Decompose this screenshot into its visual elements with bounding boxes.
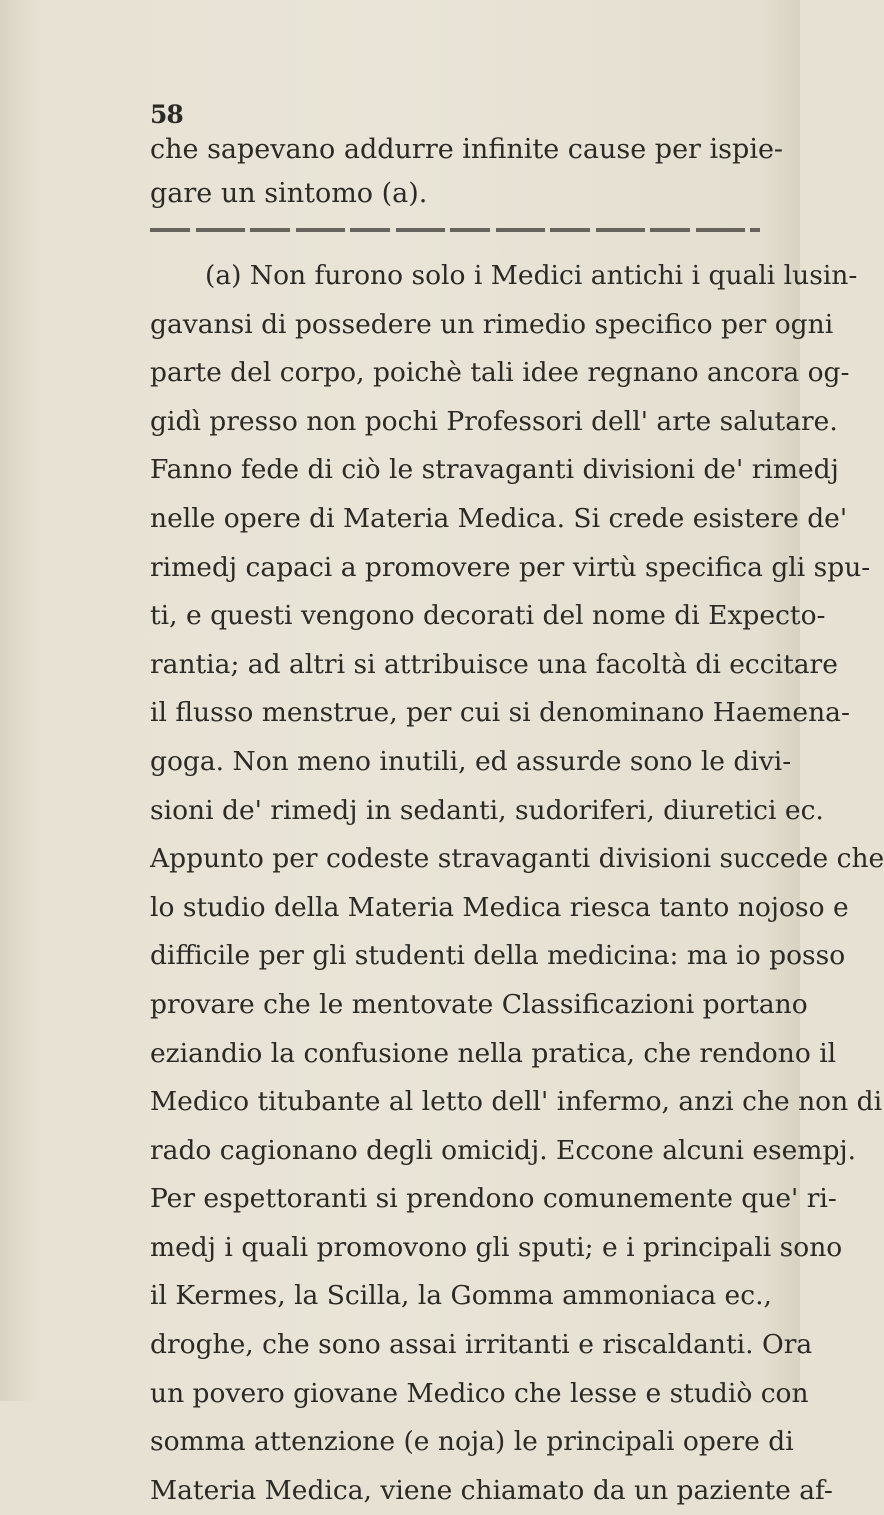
footnote-line: Appunto per codeste stravaganti divisioni succede che <box>150 843 884 875</box>
footnote-line: il flusso menstrue, per cui si denominano Haemena- <box>150 697 850 729</box>
page-number: 58 <box>150 100 183 129</box>
main-text-line: che sapevano addurre infinite cause per ispie- <box>150 134 784 165</box>
footnote-line: sioni de' rimedj in sedanti, sudoriferi, diuretici ec. <box>150 794 824 826</box>
footnote-line: gavansi di possedere un rimedio specifico per ogni <box>150 308 834 340</box>
footnote-line: eziandio la confusione nella pratica, che rendono il <box>150 1037 837 1069</box>
footnote-separator-rule <box>150 228 760 232</box>
footnote-line: somma attenzione (e noja) le principali opere di <box>150 1426 794 1458</box>
footnote-line: rimedj capaci a promovere per virtù specifica gli spu- <box>150 551 871 583</box>
main-text-block <box>150 128 784 216</box>
footnote-line: (a) Non furono solo i Medici antichi i quali lusin- <box>205 260 858 291</box>
footnote-line: ti, e questi vengono decorati del nome di Expecto- <box>150 600 826 632</box>
footnote-line: Materia Medica, viene chiamato da un paziente af- <box>150 1474 833 1506</box>
footnote-line: un povero giovane Medico che lesse e studiò con <box>150 1377 809 1409</box>
footnote-line: il Kermes, la Scilla, la Gomma ammoniaca ec., <box>150 1280 772 1312</box>
footnote-line: nelle opere di Materia Medica. Si crede esistere de' <box>150 502 848 534</box>
footnote-line: rantia; ad altri si attribuisce una facoltà di eccitare <box>150 648 838 680</box>
footnote-line: rado cagionano degli omicidj. Eccone alcuni esempj. <box>150 1134 857 1166</box>
footnote-line: goga. Non meno inutili, ed assurde sono le divi- <box>150 745 792 777</box>
main-text-line: gare un sintomo (a). <box>150 178 428 209</box>
footnote-line: parte del corpo, poichè tali idee regnano ancora og- <box>150 357 850 389</box>
footnote-line: Per espettoranti si prendono comunemente que' ri- <box>150 1183 837 1215</box>
footnote-line: lo studio della Materia Medica riesca tanto nojoso e <box>150 891 849 923</box>
footnote-line: medj i quali promovono gli sputi; e i principali sono <box>150 1231 843 1263</box>
footnote-line: Medico titubante al letto dell' infermo, anzi che non di <box>150 1086 883 1118</box>
footnote-line: droghe, che sono assai irritanti e riscaldanti. Ora <box>150 1329 813 1361</box>
footnote-line: gidì presso non pochi Professori dell' arte salutare. <box>150 405 838 437</box>
footnote-block <box>150 252 884 1515</box>
footnote-line: provare che le mentovate Classificazioni portano <box>150 988 808 1020</box>
footnote-line: difficile per gli studenti della medicina: ma io posso <box>150 940 846 972</box>
footnote-line: Fanno fede di ciò le stravaganti divisioni de' rimedj <box>150 454 839 486</box>
